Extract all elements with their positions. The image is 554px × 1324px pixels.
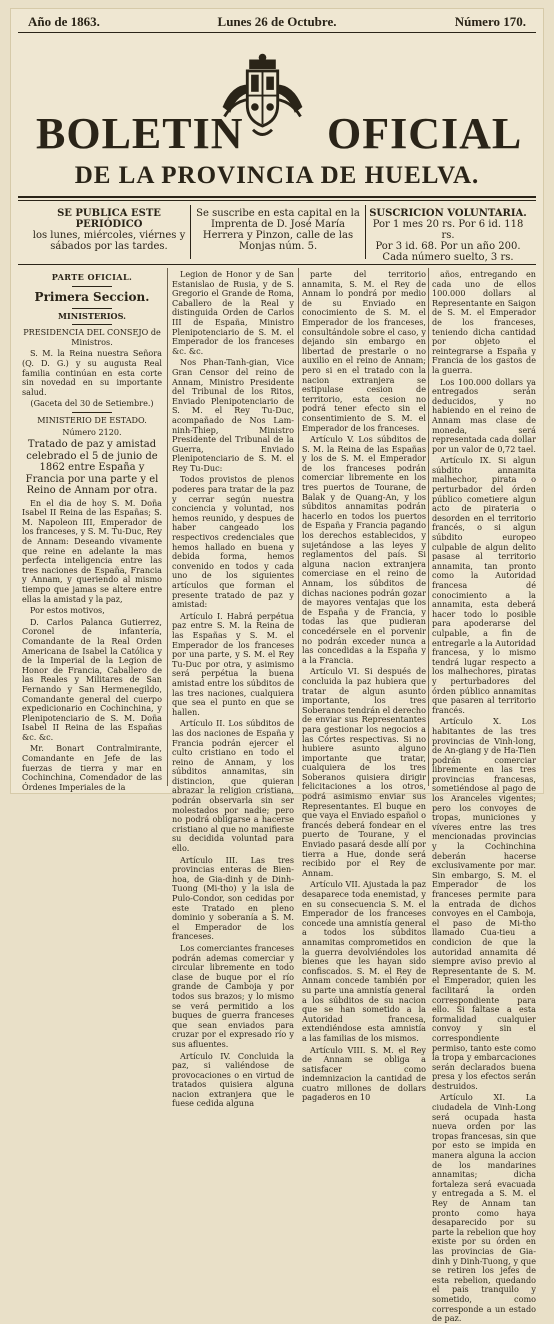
paragraph: Legion de Honor y de San Estanislao de Rusia, y de S. Gregorio el Grande de Roma, Caballero de la Real y distinguida Orden de Carlos III de España, Ministro Plenipotenciario de S. M. el Emperador de los franceses &c. &c.: [172, 269, 294, 356]
info-divider: [190, 205, 191, 259]
paragraph: años, entregando en cada uno de ellos 100.000 dollars al Representante en Saigon de S. M. el Emperador de los franceses, teniendo dicha cantidad por objeto el reintegrarse a España y Francia de los gastos de la guerra.: [432, 269, 536, 375]
paragraph: Artículo IV. Concluida la paz, si valiéndose de provocaciones o en virtud de tratados quisiera alguna nacion extranjera que le fuese cedida alguna: [172, 1050, 294, 1109]
paragraph: Por estos motivos,: [30, 605, 105, 616]
gazette-note: (Gaceta del 30 de Setiembre.): [30, 398, 154, 409]
ministry-heading: MINISTERIO DE ESTADO.: [37, 414, 147, 425]
paragraph: parte del territorio annamita, S. M. el Rey de Annam lo pondrá por medio de su Enviado en conocimiento de S. M. el Emperador de los franceses, consultándole sobre el caso, y dejando sin embargo en libertad de prestarle o no auxilio en el reino de Annam; pero si en el tratado con la nacion extranjera se estipulase cesion de territorio, esta cesion no podrá tener efecto sin el consentimiento de S. M. el Emperador de los franceses.: [302, 269, 426, 433]
paragraph: Todos provistos de plenos poderes para tratar de la paz y cerrar según nuestra conciencia y voluntad, nos hemos reunido, y despues de haber cangeado los respectivos credenciales que hemos hallado en buena y debida forma, hemos convenido en todos y cada uno de los siguientes artículos que forman el presente tratado de paz y amistad:: [172, 474, 294, 610]
treaty-title: Tratado de paz y amistad celebrado el 5 de junio de 1862 entre España y Francia por una parte y el Reino de Annam por otra.: [25, 439, 159, 497]
masthead-title-left: BOLETIN: [36, 109, 244, 158]
paragraph: Los comerciantes franceses podrán ademas comerciar y circular libremente en todo clase de buque por el río grande de Camboja y por todos sus brazos; y lo mismo se verá permitido a los buques de guerra franceses que sean enviados para cruzar por el expresado río y sus afluentes.: [172, 942, 294, 1049]
header-rule: [18, 32, 536, 33]
divider: [72, 286, 112, 287]
divider: [72, 412, 112, 413]
paragraph: Artículo III. Las tres provincias enteras de Bien-hoa, de Gia-dinh y de Dinh-Tuong (Mi-tho) y la isla de Pulo-Condor, son cedidas por este Tratado en pleno dominio y soberanía a S. M. el Emperador de los franceses.: [172, 854, 294, 942]
column-3: [302, 269, 427, 1103]
subscription-prices: [368, 208, 528, 264]
prices-line: Cada número suelto, 3 rs.: [382, 252, 514, 263]
section-heading: Primera Seccion.: [34, 289, 150, 304]
column-2: [172, 269, 294, 1109]
divider: [72, 324, 112, 325]
paragraph: Artículo IX. Si algun súbdito annamita malhechor, pirata o perturbador del órden público cometiere algun acto de pirateria o desorden en el territorio francés, o si algun súbdito europeo culpable de algun delito pasase al territorio annamita, tan pronto como la Autoridad francesa dé conocimiento a la annamita, esta deberá hacer todo lo posible para apoderarse del culpable, a fin de entregarle a la Autoridad francesa, y lo mismo tendrá lugar respecto a los malhechores, piratas y perturbadores del órden público annamitas que pasaren al territorio francés.: [432, 455, 536, 715]
paragraph: D. Carlos Palanca Gutierrez, Coronel de infantería, Comandante de la Real Orden Americana de Isabel la Católica y de la Imperial de la Legion de Honor de Francia, Caballero de las Reales y Militares de San Fernando y San Hermenegildo, Comandante general del cuerpo expedicionario en Cochinchina, y Plenipotenciario de S. M. Doña Isabel II Reina de las Españas &c. &c.: [22, 616, 162, 742]
prices-line: Por 1 mes 20 rs. Por 6 id. 118 rs.: [372, 219, 524, 241]
publication-schedule: [30, 208, 188, 264]
masthead-title-right: OFICIAL: [327, 109, 523, 158]
masthead-rule-bottom: [18, 200, 536, 201]
paragraph: En el dia de hoy S. M. Doña Isabel II Reina de las Españas; S. M. Napoleon III, Emperador de los franceses, y S. M. Tu-Duc, Rey de Annam: Deseando vivamente que reine en adelante la mas perfecta inteligencia entre las tres naciones de España, Francia y Annam, y queriendo al mismo tiempo que jamas se altere entre ellas la amistad y la paz,: [22, 497, 162, 604]
paragraph: Nos Phan-Tanh-gian, Vice Gran Censor del reino de Annam, Ministro Presidente del Tribunal de los Ritos, Enviado Plenipotenciario de S. M. el Rey Tu-Duc, acompañado de Nos Lam-ninh-Thiep, Ministro Presidente del Tribunal de la Guerra, Enviado Plenipotenciario de S. M. el Rey Tu-Duc:: [172, 357, 294, 473]
paragraph: Artículo X. Los habitantes de las tres provincias de Vinh-long, de An-giang y de Ha-Tien podrán comerciar libremente en las tres provincias francesas, sometiéndose al pago de los Aranceles vigentes; pero los convoyes de tropas, municiones y víveres entre las tres mencionadas provincias y la Cochinchina deberán hacerse exclusivamente por mar. Sin embargo, S. M. el Emperador de los franceses permite para la entrada de dichos convoyes en el Camboja, el paso de Mi-tho llamado Cua-tieu a condicion de que la autoridad annamita dé siempre aviso previo al Representante de S. M. el Emperador, quien les facilitará la orden correspondiente para ello. Si faltase a esta formalidad cualquier convoy y sin el correspondiente permiso, tanto este como la tropa y embarcaciones serán declarados buena presa y los efectos serán destruidos.: [432, 716, 536, 1091]
ministries-heading: MINISTERIOS.: [58, 310, 126, 321]
schedule-heading: SE PUBLICA ESTE PERIÓDICO: [57, 208, 161, 230]
schedule-text: los lunes, miércoles, viérnes y sábados por las tardes.: [32, 230, 186, 252]
document-number: Número 2120.: [62, 426, 122, 437]
issue-info-line: [28, 14, 526, 30]
divider: [72, 308, 112, 309]
presidency-heading: PRESIDENCIA DEL CONSEJO de Ministros.: [23, 327, 161, 347]
paragraph: Artículo I. Habrá perpétua paz entre S. M. la Reina de las Españas y S. M. el Emperador de los franceses por una parte, y S. M. el Rey Tu-Duc por otra, y asimismo será perpétua la buena amistad entre los súbditos de las tres naciones, cualquiera que sea el punto en que se hallen.: [172, 610, 294, 717]
paragraph: Artículo II. Los súbditos de las dos naciones de España y Francia podrán ejercer el culto cristiano en todo el reino de Annam, y los súbditos annamitas, sin distincion, que quieran abrazar la religion cristiana, podrán observarla sin ser molestados por nadie; pero no podrá obligarse a hacerse cristiano al que no manifieste su decidida voluntad para ello.: [172, 718, 294, 854]
part-heading: PARTE OFICIAL.: [51, 272, 133, 282]
paragraph: S. M. la Reina nuestra Señora (Q. D. G.) y su augusta Real familia continúan en esta corte sin novedad en su importante salud.: [22, 348, 162, 397]
subscription-location: [193, 208, 363, 264]
paragraph: Artículo VI. Si después de concluida la paz hubiera que tratar de algun asunto importante, los tres Soberanos tendrán el derecho de enviar sus Representantes para gestionar los negocios a las Córtes respectivas. Si no hubiere asunto alguno importante que tratar, cualquiera de los tres Soberanos quisiera dirigir felicitaciones a los otros, podrá asimismo enviar sus Representantes. El buque en que vaya el Enviado español o francés deberá fondear en el puerto de Tourane, y el Enviado pasará desde allí por tierra a Hue, donde será recibido por el Rey de Annam.: [302, 666, 427, 878]
subscription-location-text: Se suscribe en esta capital en la Imprenta de D. José María Herrera y Pinzon, calle de las Monjas núm. 5.: [196, 208, 360, 252]
masthead-subtitle: DE LA PROVINCIA DE HUELVA.: [74, 162, 480, 189]
paragraph: Artículo XI. La ciudadela de Vinh-Long será ocupada hasta nueva orden por las tropas francesas, sin que por esto se impida en manera alguna la accion de los mandarines annamitas; dicha fortaleza será evacuada y entregada a S. M. el Rey de Annam tan pronto como haya desaparecido por su parte la rebelion que hoy existe por su órden en las provincias de Gia-dinh y Dinh-Tuong, y que se retiren los jefes de esta rebelion, quedando el país tranquilo y sometido, como corresponde a un estado de paz.: [432, 1092, 536, 1324]
paragraph: Artículo VII. Ajustada la paz desaparece toda enemistad, y en su consecuencia S. M. el Emperador de los franceses concede una amnistía general a todos los súbditos annamitas comprometidos en la guerra devolviéndoles los bienes que les hayan sido confiscados. S. M. el Rey de Annam concede también por su parte una amnistía general a los súbditos de su nacion que se han sometido a la Autoridad francesa, extendiéndose esta amnistía a las familias de los mismos.: [302, 879, 426, 1043]
paragraph: Artículo VIII. S. M. el Rey de Annam se obliga a satisfacer como indemnizacion la cantidad de cuatro millones de dollars pagaderos en 10: [302, 1044, 426, 1103]
info-divider: [365, 205, 366, 259]
masthead-rule-top: [18, 196, 536, 198]
column-4: [432, 269, 536, 1324]
prices-line: Por 3 id. 68. Por un año 200.: [375, 241, 521, 252]
paragraph: Mr. Bonart Contralmirante, Comandante en Jefe de las fuerzas de tierra y mar en Cochinchina, Comendador de las Órdenes Imperiales de la: [22, 743, 162, 792]
body-rule: [18, 264, 536, 265]
article-columns: [0, 269, 554, 1324]
prices-heading: SUSCRICION VOLUNTARIA.: [369, 208, 527, 219]
issue-year: Año de 1863.: [28, 14, 100, 29]
paragraph: Los 100.000 dollars ya entregados serán deducidos, y no habiendo en el reino de Annam mas clase de moneda, será representada cada dollar por un valor de 0,72 tael.: [432, 376, 536, 454]
paragraph: Artículo V. Los súbditos de S. M. la Reina de las Españas y los de S. M. el Emperador de los franceses podrán comerciar libremente en los tres puertos de Tourane, de Balak y de Quang-An, y los súbditos annamitas podrán hacerlo en todos los puertos de España y Francia pagando los derechos establecidos, y sujetándose a las leyes y reglamentos del país. Si alguna nacion extranjera comerciase en el reino de Annam, los súbditos de dichas naciones podrán gozar de mayores ventajas que los de España y de Francia, y todas las que pudieran concedérsele en el porvenir no podrán exceder nunca a las concedidas a la España y a la Francia.: [302, 434, 426, 665]
issue-date: Lunes 26 de Octubre.: [217, 14, 337, 29]
column-1: [22, 270, 162, 790]
issue-number: Número 170.: [454, 14, 526, 29]
